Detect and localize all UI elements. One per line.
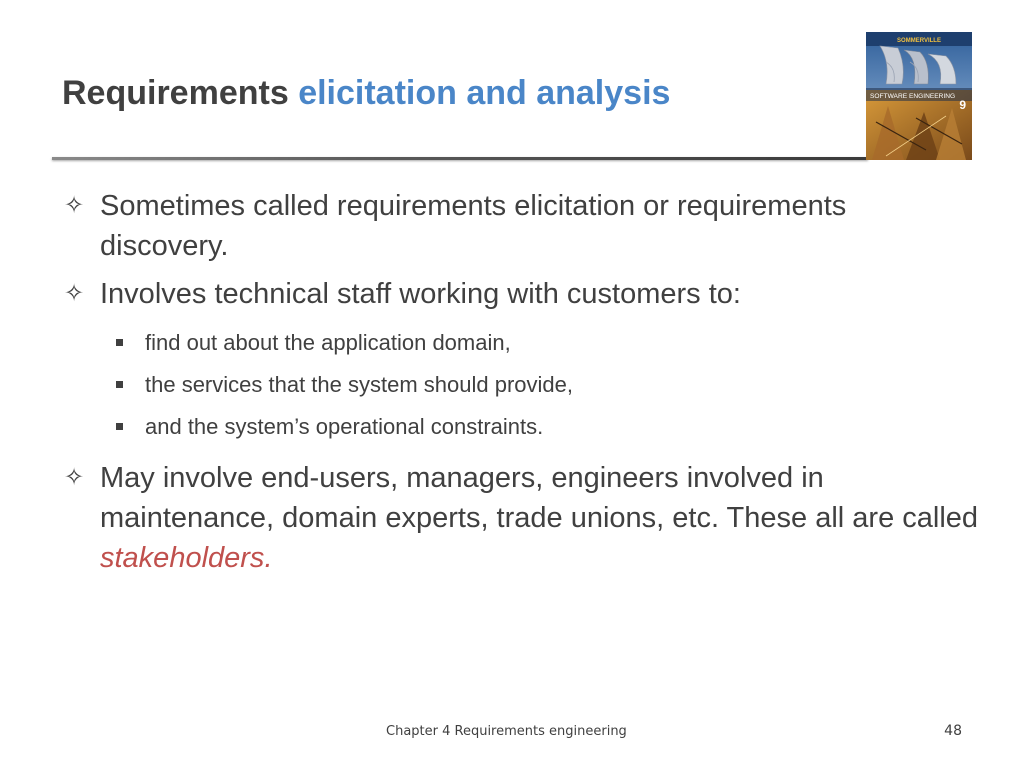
sub-bullet-1	[62, 322, 982, 364]
bullet-2	[62, 274, 982, 314]
bullet-1-text: Sometimes called requirements elicitation or requirements discovery.	[100, 190, 847, 262]
sub-bullet-3	[62, 406, 982, 448]
four-point-star-icon: ✧	[64, 280, 85, 307]
cover-edition: 9	[959, 98, 966, 112]
four-point-star-icon: ✧	[64, 192, 85, 219]
square-bullet-icon	[116, 339, 123, 346]
bullet-2-text: Involves technical staff working with customers to:	[100, 278, 741, 310]
bullet-3-text: May involve end-users, managers, engineers involved in maintenance, domain experts, trade unions, etc. These all are called	[100, 462, 979, 534]
four-point-star-icon: ✧	[64, 464, 85, 491]
footer-text: Chapter 4 Requirements engineering	[386, 724, 627, 739]
sub-bullet-2	[62, 364, 982, 406]
slide-content	[62, 186, 982, 586]
sub-bullet-1-text: find out about the application domain,	[145, 330, 511, 355]
square-bullet-icon	[116, 423, 123, 430]
sub-bullet-2-text: the services that the system should provide,	[145, 372, 573, 397]
book-cover-image	[866, 32, 972, 160]
bullet-1	[62, 186, 982, 266]
title-part-accent: elicitation and analysis	[298, 74, 671, 112]
bullet-3-trailing-period: .	[264, 542, 273, 574]
stakeholders-emphasis: stakeholders	[100, 542, 265, 574]
cover-author: SOMMERVILLE	[897, 38, 941, 44]
slide-title	[62, 74, 670, 113]
sub-bullet-list	[62, 322, 982, 448]
bullet-3	[62, 458, 982, 578]
title-part-dark: Requirements	[62, 74, 289, 112]
square-bullet-icon	[116, 381, 123, 388]
page-number: 48	[944, 723, 962, 739]
sub-bullet-3-text: and the system’s operational constraints.	[145, 414, 544, 439]
cover-title: SOFTWARE ENGINEERING	[870, 93, 956, 100]
title-divider	[52, 157, 868, 160]
